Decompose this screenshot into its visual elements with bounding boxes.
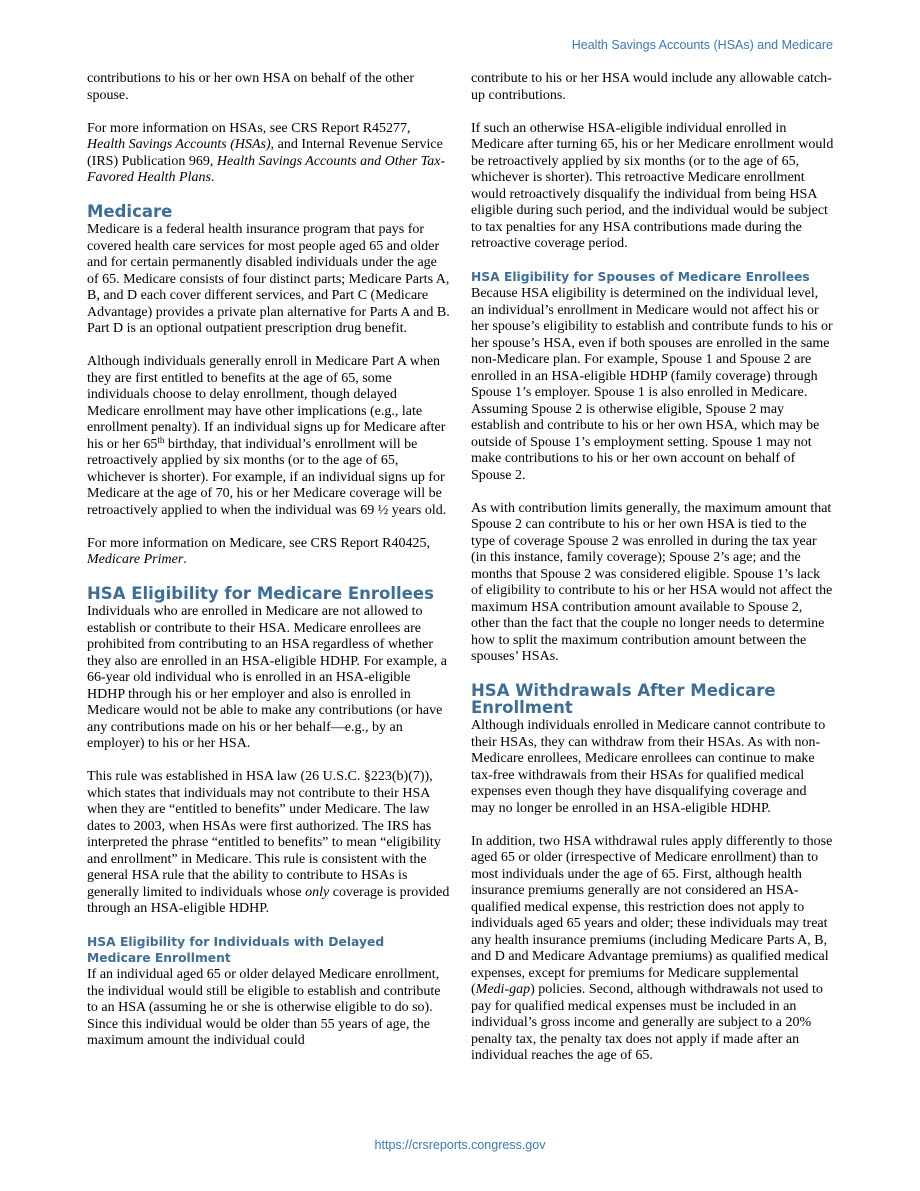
section-heading-medicare: Medicare xyxy=(87,202,173,221)
paragraph: If such an otherwise HSA-eligible individual enrolled in Medicare after turning 65, his or her Medicare enrollment would be retroactively applied by six months (or to the age of 65, whichever is shorter). This retroactive Medicare enrollment would retroactively disqualify the individual from being HSA eligible during such period, and the individual would be subject to tax penalties for any HSA contributions made during the retroactive coverage period. xyxy=(471,120,834,251)
paragraph: For more information on Medicare, see CRS Report R40425, Medicare Primer. xyxy=(87,535,430,567)
paragraph: In addition, two HSA withdrawal rules apply differently to those aged 65 or older (irrespective of Medicare enrollment) than to most individuals under the age of 65. First, although health insurance premiums generally are not considered an HSA-qualified medical expense, this restriction does not apply to individuals aged 65 years and older; these individuals may treat any health insurance premiums (including Medicare Parts A, B, and D and Medicare Advantage premiums) as qualified medical expenses, except for premiums for Medicare supplemental (Medi-gap) policies. Second, although withdrawals not used to pay for qualified medical expenses must be included in an individual’s gross income and generally are subject to a 20% penalty tax, the penalty tax does not apply if made after an individual reaches the age of 65. xyxy=(471,833,833,1063)
report-title: Medicare Primer xyxy=(87,552,184,567)
section-heading-eligibility: HSA Eligibility for Medicare Enrollees xyxy=(87,584,434,603)
publication-title: Health Savings Accounts and Other Tax-Favored Health Plans xyxy=(87,153,446,185)
paragraph: For more information on HSAs, see CRS Report R45277, Health Savings Accounts (HSAs), and Internal Revenue Service (IRS) Publication 969, Health Savings Accounts and Other Tax-Favored Health Plans. xyxy=(87,120,446,185)
paragraph: contributions to his or her own HSA on behalf of the other spouse. xyxy=(87,71,415,103)
paragraph: Because HSA eligibility is determined on the individual level, an individual’s enrollment in Medicare would not affect his or her spouse’s eligibility to establish and contribute funds to his or her spouse’s HSA, even if both spouses are enrolled in the same non-Medicare plan. For example, Spouse 1 and Spouse 2 are enrolled in an HSA-eligible HDHP (family coverage) through Spouse 1’s employer. Spouse 1 is also enrolled in Medicare. Assuming Spouse 2 is otherwise eligible, Spouse 2 may establish and contribute to his or her own HSA, which may be outside of Spouse 1’s employment setting. Spouse 1 may not make contributions to his or her own account on behalf of Spouse 2. xyxy=(471,286,833,483)
running-header: Health Savings Accounts (HSAs) and Medicare xyxy=(571,38,833,52)
report-title: Health Savings Accounts (HSAs) xyxy=(87,137,271,152)
paragraph: Although individuals generally enroll in Medicare Part A when they are first entitled to benefits at the age of 65, some individuals choose to delay enrollment, though delayed Medicare enrollment may have other implications (e.g., late enrollment penalty). If an individual signs up for Medicare after his or her 65th birthday, that individual’s enrollment will be retroactively applied by six months (or to the age of 65, whichever is shorter). For example, if an individual signs up for Medicare at the age of 70, his or her Medicare coverage will be retroactively applied to when the individual was 69 ½ years old. xyxy=(87,354,447,518)
paragraph: contribute to his or her HSA would include any allowable catch-up contributions. xyxy=(471,71,832,103)
section-heading-withdrawals: HSA Withdrawals After Medicare Enrollment xyxy=(471,681,776,717)
paragraph: This rule was established in HSA law (26 U.S.C. §223(b)(7)), which states that individuals may not contribute to their HSA when they are “entitled to benefits” under Medicare. The law dates to 2003, when HSAs were first authorized. The IRS has interpreted the phrase “entitled to benefits” to mean “eligibility and enrollment” in Medicare. This rule is consistent with the general HSA rule that the ability to contribute to HSAs is generally limited to individuals whose only coverage is provided through an HSA-eligible HDHP. xyxy=(87,769,450,916)
left-column xyxy=(87,71,450,1050)
subsection-heading-delayed-enrollment: HSA Eligibility for Individuals with Delayed Medicare Enrollment xyxy=(87,935,385,965)
paragraph: As with contribution limits generally, the maximum amount that Spouse 2 can contribute to his or her own HSA is tied to the type of coverage Spouse 2 was enrolled in during the tax year (in this instance, family coverage); Spouse 2’s age; and the months that Spouse 2 was considered eligible. Spouse 1’s lack of eligibility to contribute to his or her HSA would not affect the maximum HSA contribution amount available to Spouse 2, other than the fact that the couple no longer needs to determine how to split the maximum contribution amount between the spouses’ HSAs. xyxy=(471,500,833,664)
right-column xyxy=(471,71,834,1065)
subsection-heading-spouses: HSA Eligibility for Spouses of Medicare Enrollees xyxy=(471,270,810,284)
paragraph: Individuals who are enrolled in Medicare are not allowed to establish or contribute to their HSA. Medicare enrollees are prohibited from contributing to an HSA regardless of whether they also are enrolled in an HSA-eligible HDHP. For example, a 66-year old individual who is enrolled in an HSA-eligible HDHP through his or her employer and also is enrolled in Medicare would not be able to make any contributions (or have any contributions made on his or her behalf—e.g., by an employer) to his or her HSA. xyxy=(87,604,448,751)
footer-link[interactable]: https://crsreports.congress.gov xyxy=(374,1138,546,1152)
paragraph: Medicare is a federal health insurance program that pays for covered health care services for most people aged 65 and older and for certain permanently disabled individuals under the age of 65. Medicare consists of four distinct parts; Medicare Parts A, B, and D each cover different services, and Part C (Medicare Advantage) provides a private plan alternative for Parts A and B. Part D is an optional outpatient prescription drug benefit. xyxy=(87,222,450,336)
paragraph: If an individual aged 65 or older delayed Medicare enrollment, the individual would still be eligible to establish and contribute to an HSA (assuming he or she is otherwise eligible to do so). Since this individual would be older than 55 years of age, the maximum amount the individual could xyxy=(87,967,441,1048)
paragraph: Although individuals enrolled in Medicare cannot contribute to their HSAs, they can withdraw from their HSAs. As with non-Medicare enrollees, Medicare enrollees can continue to make tax-free withdrawals from their HSAs for qualified medical expenses even though they have disqualifying coverage and may no longer be enrolled in an HSA-eligible HDHP. xyxy=(471,718,826,816)
